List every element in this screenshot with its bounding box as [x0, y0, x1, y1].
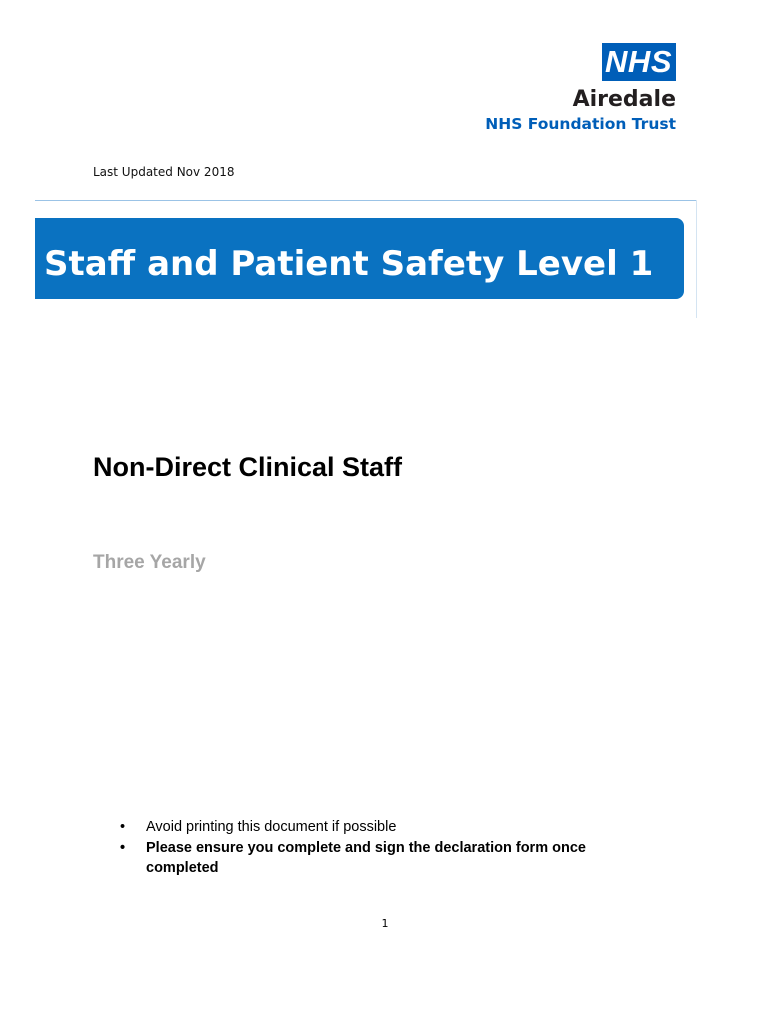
nhs-logo-mark: NHS [602, 43, 676, 81]
list-item [120, 817, 640, 837]
nhs-logo [485, 43, 676, 134]
bullet-icon: • [120, 819, 126, 835]
frequency-label: Three Yearly [93, 552, 206, 573]
note-text: Please ensure you complete and sign the declaration form once completed [146, 840, 586, 876]
trust-name: NHS Foundation Trust [485, 115, 676, 133]
header-divider [35, 200, 697, 201]
document-title: Staff and Patient Safety Level 1 [44, 244, 654, 284]
notes-list [120, 817, 640, 879]
note-text: Avoid printing this document if possible [146, 819, 397, 835]
list-item [120, 838, 640, 878]
page-number: 1 [381, 917, 389, 930]
organisation-name: Airedale [572, 87, 676, 112]
bullet-icon: • [120, 840, 126, 856]
header-side-divider [696, 200, 697, 318]
last-updated-text: Last Updated Nov 2018 [93, 165, 235, 179]
staff-group-heading: Non-Direct Clinical Staff [93, 452, 403, 482]
